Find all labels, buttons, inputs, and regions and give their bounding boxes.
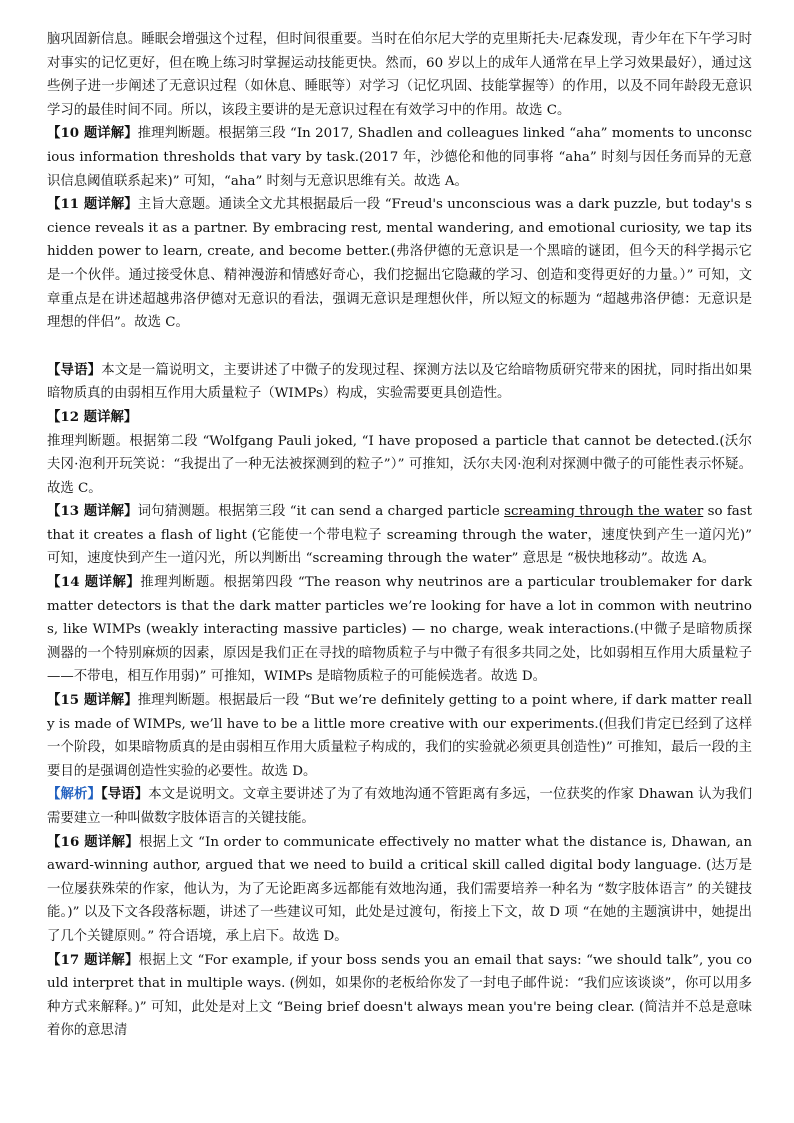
paragraph-text: 推理判断题。根据最后一段 “But we’re definitely getting to a point where, if dark matter really is made of WIMPs, we’ll have to be a little more creative with our experiments.(但我们肯定已经到了这样一个阶段，如果暗物质真的是由弱相互作用大质量粒子构成的，我们的实验就必须更具创造性)” 可推知，最后一段的主要目的是强调创造性实验的必要性。故选 D。 bbox=[47, 693, 753, 779]
paragraph-text: 根据上文 “For example, if your boss sends you an email that says: “we should talk”, you could interpret that in multiple ways. (例如，如果你的老板给你发了一封电子邮件说：“我们应该谈谈”，你可以用多种方式来解释。)” 可知，此处是对上文 “Being brief doesn't always mean you're being clear. (简洁并不总是意味着你的意思清 bbox=[47, 952, 752, 1039]
paragraph bbox=[47, 500, 752, 571]
paragraph bbox=[47, 689, 752, 783]
paragraph-text: 词句猜测题。根据第三段 “it can send a charged particle bbox=[137, 504, 505, 520]
section-tag: 【导语】 bbox=[47, 361, 102, 378]
paragraph-text: 脑巩固新信息。睡眠会增强这个过程，但时间很重要。当时在伯尔尼大学的克里斯托夫·尼森发现，青少年在下午学习时对事实的记忆更好，但在晚上练习时掌握运动技能更快。然而，60 岁以上的成年人通常在早上学习效果最好），通过这些例子进一步阐述了无意识过程（如休息、睡眠等）对学习（记忆巩固、技能掌握等）的作用，以及不同年龄段无意识学习的最佳时间不同。所以，该段主要讲的是无意识过程在有效学习中的作用。故选 C。 bbox=[47, 32, 752, 118]
section-tag: 【12 题详解】 bbox=[47, 408, 138, 425]
paragraph bbox=[47, 571, 752, 689]
section-tag: 【14 题详解】 bbox=[47, 574, 141, 591]
paragraph-text: 推理判断题。根据第四段 “The reason why neutrinos are a particular troublemaker for dark matter detectors is that the dark matter particles we’re looking for have a lot in common with neutrinos, like WIMPs (weakly interacting massive particles) — no charge, weak interactions.(中微子是暗物质探测器的一个特别麻烦的因素，原因是我们正在寻找的暗物质粒子与中微子有很多共同之处，比如弱相互作用大质量粒子——不带电，相互作用弱)” 可推知，WIMPs 是暗物质粒子的可能候选者。故选 D。 bbox=[47, 575, 753, 685]
section-tag: 【导语】 bbox=[100, 786, 149, 803]
paragraph bbox=[47, 783, 752, 830]
paragraph bbox=[47, 831, 752, 949]
paragraph bbox=[47, 406, 752, 430]
paragraph-text: so fast that it creates a flash of light (它能使一个带电粒子 screaming through the water，速度快到产生一道闪光)” 可知，速度快到产生一道闪光，所以判断出 “screaming through the water” 意思是 “极快地移动”。故选 A。 bbox=[47, 504, 753, 567]
paragraph bbox=[47, 949, 752, 1043]
paragraph bbox=[47, 28, 752, 122]
paragraph-text: 推理判断题。根据第三段 “In 2017, Shadlen and colleagues linked “aha” moments to unconscious information thresholds that vary by task.(2017 年，沙德伦和他的同事将 “aha” 时刻与因任务而异的无意识信息阈值联系起来)” 可知，“aha” 时刻与无意识思维有关。故选 A。 bbox=[47, 126, 753, 189]
section-tag: 【15 题详解】 bbox=[47, 692, 138, 709]
paragraph bbox=[47, 430, 752, 501]
underlined-phrase: screaming through the water bbox=[504, 504, 704, 520]
section-divider bbox=[47, 335, 752, 359]
paragraph bbox=[47, 193, 752, 335]
paragraph-text: 根据上文 “In order to communicate effectively no matter what the distance is, Dhawan, an award-winning author, argued that we need to build a critical skill called digital body language. (达万是一位屡获殊荣的作家，他认为，为了无论距离多远都能有效地沟通，我们需要培养一种名为 “数字肢体语言” 的关键技能。)” 以及下文各段落标题，讲述了一些建议可知，此处是过渡句，衔接上下文，故 D 项 “在她的主题演讲中，她提出了几个关键原则。” 符合语境，承上启下。故选 D。 bbox=[47, 834, 753, 944]
paragraph bbox=[47, 122, 752, 193]
paragraph-text: 本文是说明文。文章主要讲述了为了有效地沟通不管距离有多远，一位获奖的作家 Dhawan 认为我们需要建立一种叫做数字肢体语言的关键技能。 bbox=[47, 787, 752, 826]
section-tag: 【10 题详解】 bbox=[47, 125, 138, 142]
section-tag: 【13 题详解】 bbox=[47, 503, 138, 520]
section-tag: 【11 题详解】 bbox=[47, 196, 138, 213]
analysis-tag: 【解析】 bbox=[47, 786, 101, 803]
paragraph-text: 本文是一篇说明文，主要讲述了中微子的发现过程、探测方法以及它给暗物质研究带来的困扰，同时指出如果暗物质真的由弱相互作用大质量粒子（WIMPs）构成，实验需要更具创造性。 bbox=[47, 362, 753, 402]
section-tag: 【16 题详解】 bbox=[47, 833, 139, 850]
paragraph-text: 推理判断题。根据第二段 “Wolfgang Pauli joked, “I have proposed a particle that cannot be detected.(沃尔夫冈·泡利开玩笑说：“我提出了一种无法被探测到的粒子”）” 可推知，沃尔夫冈·泡利对探测中微子的可能性表示怀疑。故选 C。 bbox=[47, 433, 752, 496]
paragraph-text: 主旨大意题。通读全文尤其根据最后一段 “Freud's unconscious was a dark puzzle, but today's science reveals it as a partner. By embracing rest, mental wandering, and emotional curiosity, we tap its hidden power to learn, create, and become better.(弗洛伊德的无意识是一个黑暗的谜团，但今天的科学揭示它是一个伙伴。通过接受休息、精神漫游和情感好奇心，我们挖掘出它隐藏的学习、创造和变得更好的力量。）” 可知，文章重点是在讲述超越弗洛伊德对无意识的看法，强调无意识是理想伙伴，所以短文的标题为 “超越弗洛伊德：无意识是理想的伴侣”。故选 C。 bbox=[47, 197, 753, 331]
paragraph bbox=[47, 359, 752, 406]
section-tag: 【17 题详解】 bbox=[47, 951, 139, 968]
